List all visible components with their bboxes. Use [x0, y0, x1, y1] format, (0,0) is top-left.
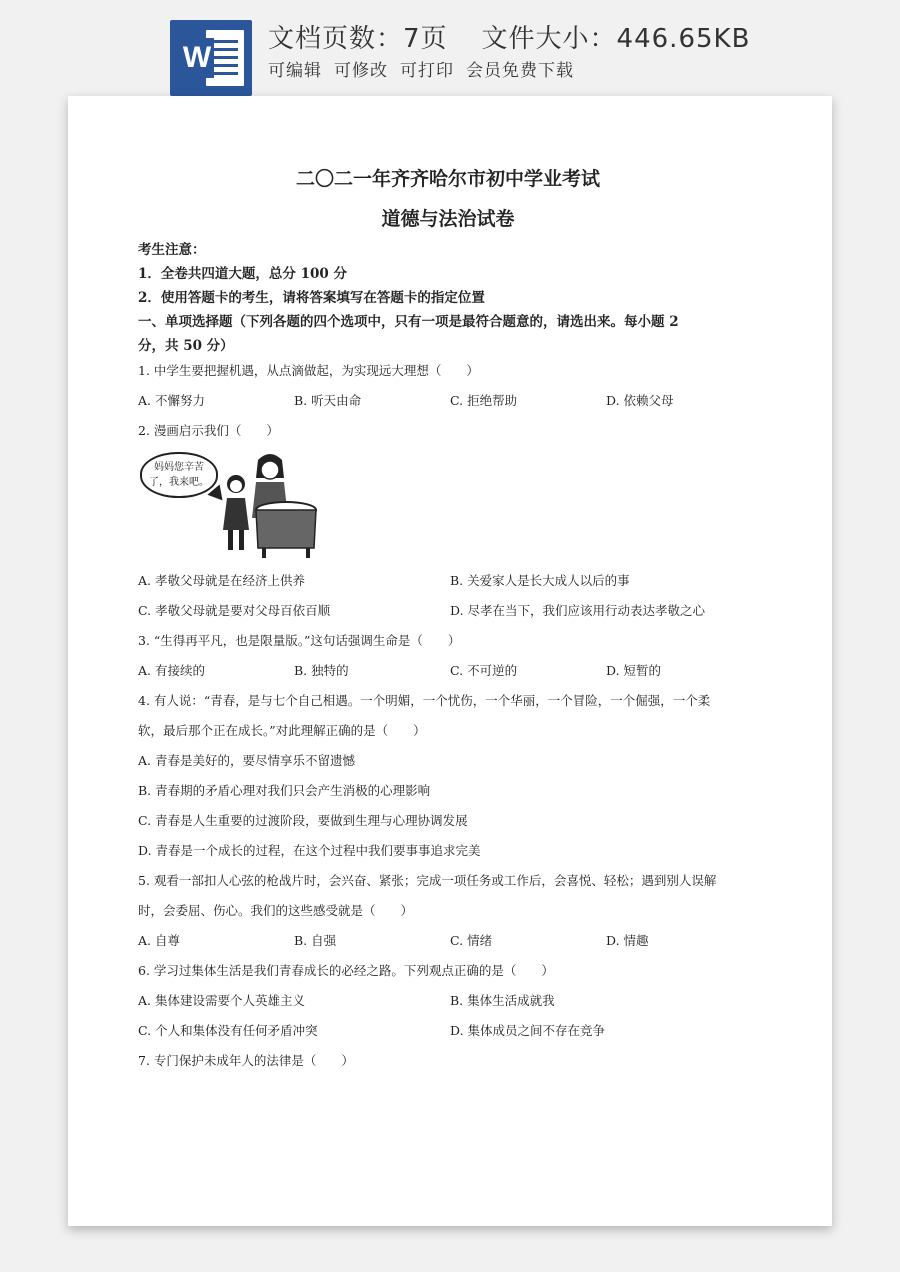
question-1-stem: 1. 中学生要把握机遇，从点滴做起，为实现远大理想（ ） [138, 363, 479, 378]
question-1-option-c: C. 拒绝帮助 [450, 393, 518, 408]
question-4-option-c: C. 青春是人生重要的过渡阶段，要做到生理与心理协调发展 [138, 813, 468, 828]
feature-modifiable: 可修改 [334, 61, 388, 81]
cartoon-illustration [138, 448, 322, 560]
question-7-stem: 7. 专门保护未成年人的法律是（ ） [138, 1053, 354, 1068]
question-4-option-b: B. 青春期的矛盾心理对我们只会产生消极的心理影响 [138, 783, 431, 798]
question-1-option-b: B. 听天由命 [294, 393, 362, 408]
question-5-stem-line-1: 5. 观看一部扣人心弦的枪战片时，会兴奋、紧张；完成一项任务或工作后，会喜悦、轻松；遇到别人误解 [138, 873, 717, 888]
question-4-stem-line-1: 4. 有人说：“青春，是与七个自己相遇。一个明媚，一个忧伤，一个华丽，一个冒险，一个倔强，一个柔 [138, 693, 711, 708]
question-5-option-a: A. 自尊 [138, 933, 180, 948]
question-3-option-a: A. 有接续的 [138, 663, 205, 678]
word-icon-letter: W [180, 38, 214, 78]
feature-member-download: 会员免费下载 [466, 61, 574, 81]
question-3-option-c: C. 不可逆的 [450, 663, 518, 678]
mother-and-child-drawing [138, 448, 322, 560]
question-2-stem: 2. 漫画启示我们（ ） [138, 423, 279, 438]
question-1-option-d: D. 依赖父母 [606, 393, 674, 408]
question-6-option-a: A. 集体建设需要个人英雄主义 [138, 993, 305, 1008]
feature-printable: 可打印 [400, 61, 454, 81]
question-5-stem-line-2: 时，会委屈、伤心。我们的这些感受就是（ ） [138, 903, 414, 918]
document-page [68, 96, 832, 1226]
question-5-option-c: C. 情绪 [450, 933, 493, 948]
question-6-option-d: D. 集体成员之间不存在竞争 [450, 1023, 606, 1038]
file-info [268, 18, 750, 55]
question-3-option-b: B. 独特的 [294, 663, 349, 678]
header-banner [0, 0, 900, 96]
question-6-stem: 6. 学习过集体生活是我们青春成长的必经之路。下列观点正确的是（ ） [138, 963, 554, 978]
question-4-stem-line-2: 软，最后那个正在成长。”对此理解正确的是（ ） [138, 723, 426, 738]
exam-title: 二〇二一年齐齐哈尔市初中学业考试 [295, 168, 600, 190]
question-4-option-d: D. 青春是一个成长的过程，在这个过程中我们要事事追求完美 [138, 843, 481, 858]
question-2-option-b: B. 关爱家人是长大成人以后的事 [450, 573, 630, 588]
question-1-option-a: A. 不懈努力 [138, 393, 205, 408]
notice-item-2: 2．使用答题卡的考生，请将答案填写在答题卡的指定位置 [138, 290, 485, 306]
feature-editable: 可编辑 [268, 61, 322, 81]
notice-item-1: 1．全卷共四道大题，总分 100 分 [138, 266, 347, 282]
speech-bubble-line-1: 妈妈您辛苦 [154, 462, 204, 473]
page-count: 文档页数：7页 [268, 24, 448, 54]
file-size: 文件大小：446.65KB [481, 24, 751, 54]
speech-bubble-line-2: 了，我来吧。 [149, 477, 209, 488]
section-heading-line-1: 一、单项选择题（下列各题的四个选项中，只有一项是最符合题意的，请选出来。每小题 2 [138, 314, 679, 330]
question-2-option-d: D. 尽孝在当下，我们应该用行动表达孝敬之心 [450, 603, 706, 618]
question-4-option-a: A. 青春是美好的，要尽情享乐不留遗憾 [138, 753, 355, 768]
question-6-option-c: C. 个人和集体没有任何矛盾冲突 [138, 1023, 318, 1038]
exam-subtitle: 道德与法治试卷 [381, 208, 515, 230]
word-document-icon [170, 20, 252, 96]
question-3-stem: 3. “生得再平凡，也是限量版。”这句话强调生命是（ ） [138, 633, 461, 648]
notice-heading: 考生注意： [138, 242, 206, 258]
question-3-option-d: D. 短暂的 [606, 663, 662, 678]
question-2-option-a: A. 孝敬父母就是在经济上供养 [138, 573, 305, 588]
section-heading-line-2: 分，共 50 分） [138, 338, 234, 354]
question-2-option-c: C. 孝敬父母就是要对父母百依百顺 [138, 603, 331, 618]
question-5-option-d: D. 情趣 [606, 933, 649, 948]
question-5-option-b: B. 自强 [294, 933, 337, 948]
feature-list [268, 56, 574, 81]
question-6-option-b: B. 集体生活成就我 [450, 993, 555, 1008]
